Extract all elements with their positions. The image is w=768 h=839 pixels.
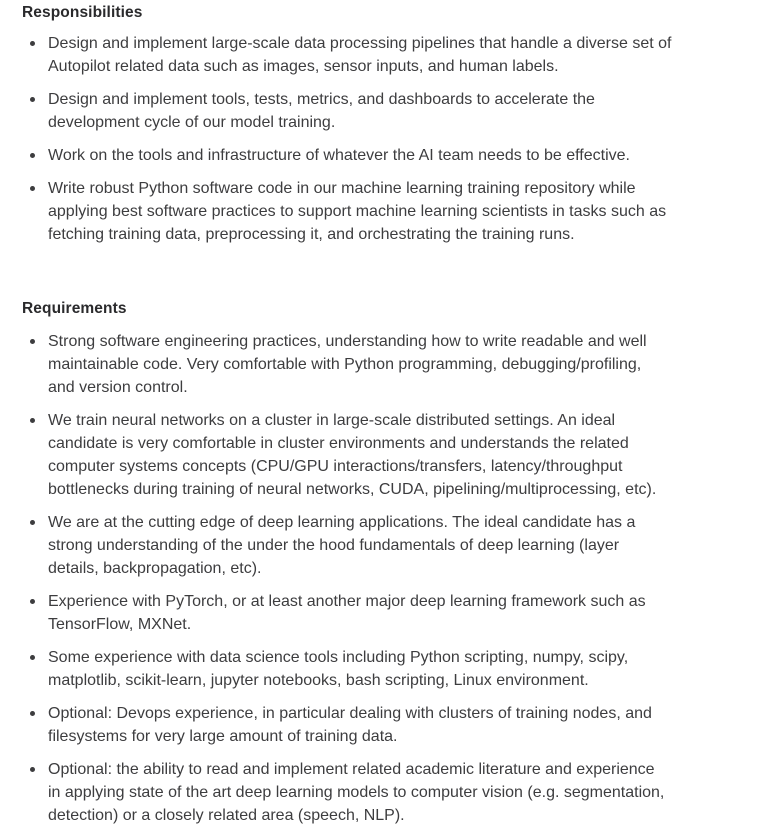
bullet-icon xyxy=(30,339,35,344)
list-item-text: We are at the cutting edge of deep learning applications. The ideal candidate has a strong understanding of the under the hood fundamentals of deep learning (layer details, backpropagation, etc). xyxy=(48,514,636,577)
list-item-text: Write robust Python software code in our machine learning training repository while applying best software practices to support machine learning scientists in tasks such as fetching training data, preprocessing it, and orchestrating the training runs. xyxy=(48,180,667,243)
bullet-icon xyxy=(30,520,35,525)
bullet-icon xyxy=(30,97,35,102)
bullet-icon xyxy=(30,41,35,46)
list-item-text: Some experience with data science tools including Python scripting, numpy, scipy, matplotlib, scikit-learn, jupyter notebooks, bash scripting, Linux environment. xyxy=(48,649,629,689)
requirements-section xyxy=(22,299,754,827)
requirements-heading: Requirements xyxy=(22,300,127,317)
list-item xyxy=(22,144,754,167)
list-item-text: Optional: Devops experience, in particular dealing with clusters of training nodes, and filesystems for very large amount of training data. xyxy=(48,705,652,745)
list-item xyxy=(22,330,754,399)
list-item xyxy=(22,646,754,692)
list-item xyxy=(22,88,754,134)
bullet-icon xyxy=(30,153,35,158)
list-item xyxy=(22,409,754,501)
bullet-icon xyxy=(30,599,35,604)
bullet-icon xyxy=(30,711,35,716)
list-item xyxy=(22,32,754,78)
list-item xyxy=(22,590,754,636)
list-item xyxy=(22,758,754,827)
list-item-text: Work on the tools and infrastructure of whatever the AI team needs to be effective. xyxy=(48,147,630,164)
list-item xyxy=(22,177,754,246)
responsibilities-section xyxy=(22,0,754,246)
list-item-text: We train neural networks on a cluster in large-scale distributed settings. An ideal candidate is very comfortable in cluster environments and understands the related computer systems concepts (CPU/GPU interactions/transfers, latency/throughput bottlenecks during training of neural networks, CUDA, pipelining/multiprocessing, etc). xyxy=(48,412,657,498)
bullet-icon xyxy=(30,418,35,423)
list-item-text: Optional: the ability to read and implement related academic literature and experience in applying state of the art deep learning models to computer vision (e.g. segmentation, detection) or a closely related area (speech, NLP). xyxy=(48,761,665,824)
bullet-icon xyxy=(30,767,35,772)
requirements-list xyxy=(22,330,754,827)
list-item xyxy=(22,702,754,748)
bullet-icon xyxy=(30,655,35,660)
list-item-text: Strong software engineering practices, understanding how to write readable and well maintainable code. Very comfortable with Python programming, debugging/profiling, and version control. xyxy=(48,333,647,396)
responsibilities-heading: Responsibilities xyxy=(22,4,143,21)
list-item-text: Design and implement tools, tests, metrics, and dashboards to accelerate the development cycle of our model training. xyxy=(48,91,595,131)
list-item xyxy=(22,511,754,580)
responsibilities-list xyxy=(22,32,754,246)
list-item-text: Experience with PyTorch, or at least another major deep learning framework such as TensorFlow, MXNet. xyxy=(48,593,646,633)
list-item-text: Design and implement large-scale data processing pipelines that handle a diverse set of Autopilot related data such as images, sensor inputs, and human labels. xyxy=(48,35,672,75)
bullet-icon xyxy=(30,186,35,191)
